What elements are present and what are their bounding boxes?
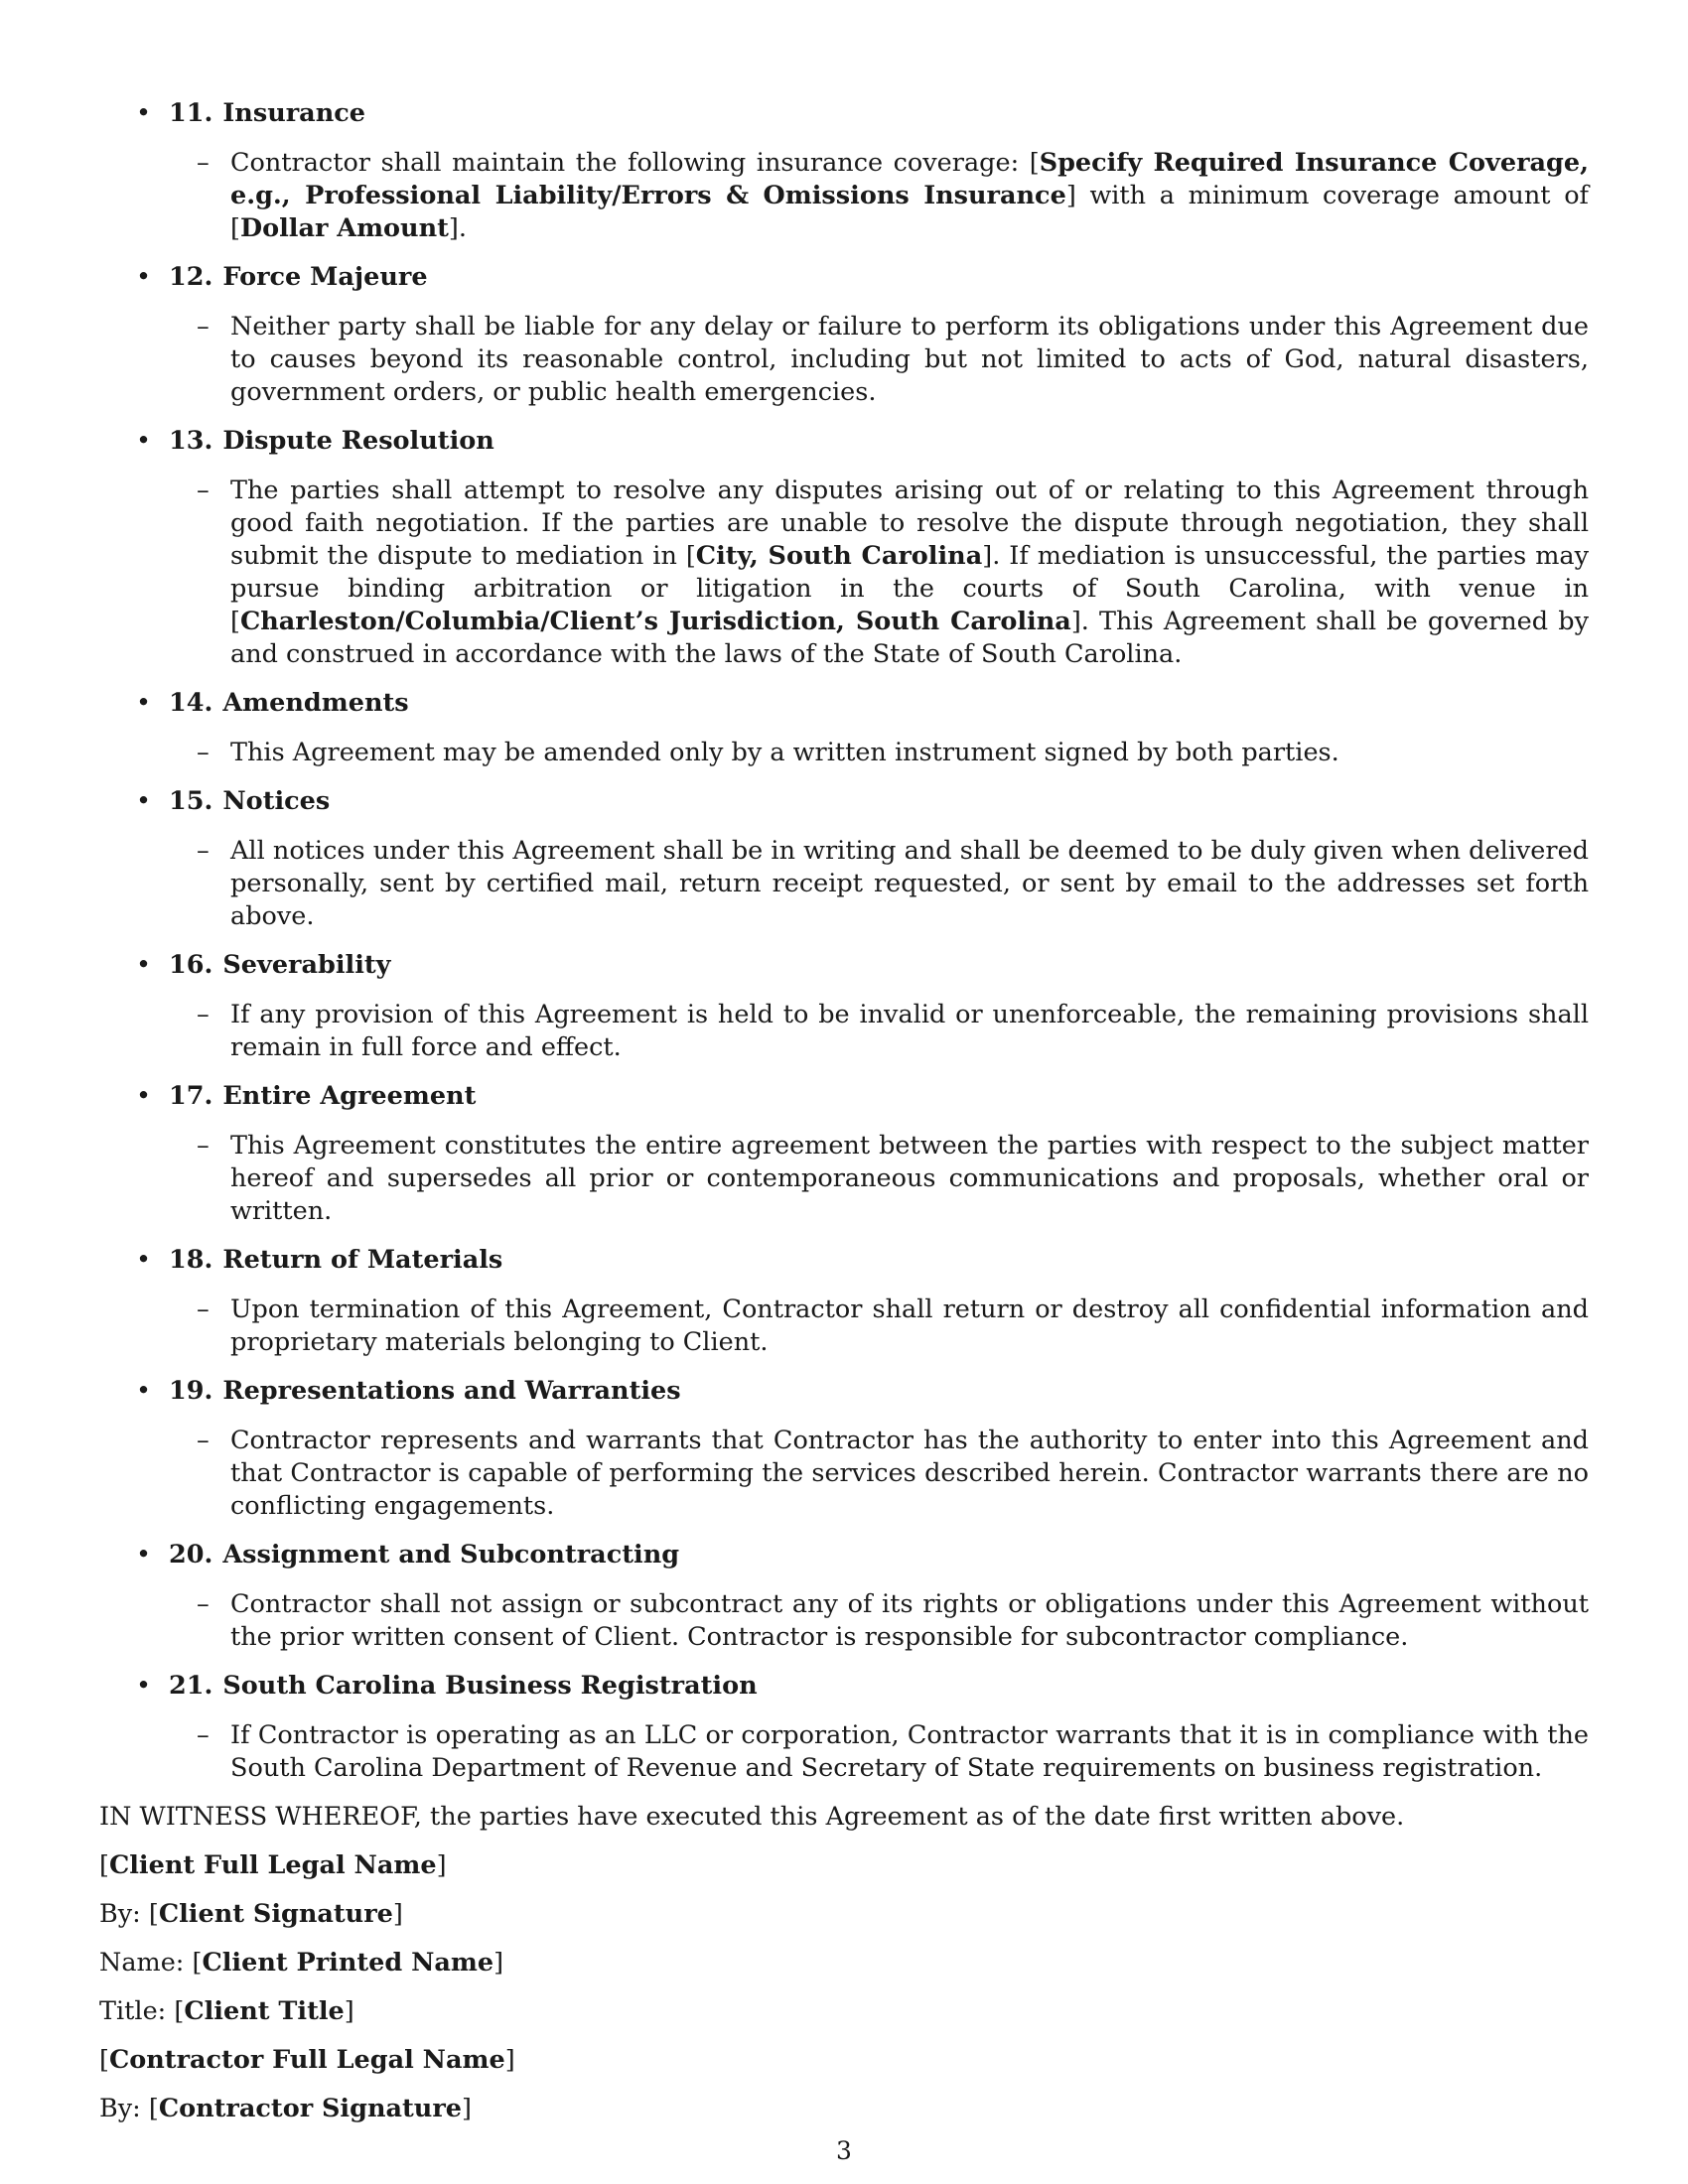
- clause-run: If any provision of this Agreement is held to be invalid or unenforceable, the remaining provisions shall remain in full force and effect.: [230, 1000, 1589, 1062]
- page-number: 3: [836, 2136, 852, 2165]
- section-title: Entire Agreement: [222, 1081, 477, 1111]
- section-title: Dispute Resolution: [222, 426, 494, 456]
- section-heading: [169, 785, 1589, 818]
- section-title: Notices: [222, 786, 331, 816]
- section-heading: [169, 1670, 1589, 1703]
- section-clause: [169, 1588, 1589, 1654]
- section-16: [99, 949, 1589, 1064]
- section-number: 19.: [169, 1376, 213, 1406]
- dash-icon: –: [197, 738, 210, 767]
- section-number: 15.: [169, 786, 213, 816]
- dash-icon: –: [197, 1589, 210, 1619]
- signature-block: [99, 1849, 1589, 2125]
- bullet-icon: •: [136, 262, 152, 292]
- clause-run: This Agreement may be amended only by a written instrument signed by both parties.: [230, 738, 1339, 767]
- section-clause: [169, 1130, 1589, 1228]
- witness-clause: IN WITNESS WHEREOF, the parties have executed this Agreement as of the date first written above.: [99, 1802, 1405, 1832]
- signature-placeholder: Contractor Signature: [158, 2094, 462, 2123]
- section-clause: [169, 475, 1589, 671]
- clause-text: [230, 738, 1339, 767]
- bullet-icon: •: [136, 1671, 152, 1701]
- signature-label: Name:: [99, 1948, 185, 1978]
- clause-text: [230, 312, 1589, 407]
- section-title: South Carolina Business Registration: [222, 1671, 758, 1701]
- section-11: [99, 97, 1589, 245]
- clause-run: Neither party shall be liable for any delay or failure to perform its obligations under this Agreement due to causes beyond its reasonable control, including but not limited to acts of God, natural disasters, government orders, or public health emergencies.: [230, 312, 1589, 407]
- section-title: Severability: [222, 950, 391, 980]
- section-number: 20.: [169, 1540, 213, 1570]
- clause-text: [230, 1295, 1589, 1357]
- section-clause: [169, 1719, 1589, 1785]
- placeholder-field: City, South Carolina: [695, 541, 983, 571]
- section-number: 18.: [169, 1245, 213, 1275]
- section-title: Return of Materials: [222, 1245, 503, 1275]
- dash-icon: –: [197, 476, 210, 505]
- placeholder-field: Charleston/Columbia/Client’s Jurisdiction, South Carolina: [239, 607, 1071, 636]
- section-clause: [169, 147, 1589, 245]
- section-number: 17.: [169, 1081, 213, 1111]
- section-heading: [169, 261, 1589, 294]
- clause-run: ] with a minimum coverage amount of [: [230, 181, 1589, 243]
- clause-run: ]. This Agreement shall be governed by and construed in accordance with the laws of the State of South Carolina.: [230, 607, 1589, 669]
- bullet-icon: •: [136, 1081, 152, 1111]
- clause-run: This Agreement constitutes the entire agreement between the parties with respect to the subject matter hereof and supersedes all prior or contemporaneous communications and proposals, whether oral or written.: [230, 1131, 1589, 1226]
- clause-text: [230, 1589, 1589, 1652]
- section-number: 14.: [169, 688, 213, 718]
- section-heading: [169, 97, 1589, 130]
- signature-placeholder: Client Printed Name: [202, 1948, 494, 1978]
- section-clause: [169, 737, 1589, 769]
- section-title: Insurance: [222, 98, 365, 128]
- dash-icon: –: [197, 1426, 210, 1455]
- bullet-icon: •: [136, 1376, 152, 1406]
- dash-icon: –: [197, 1720, 210, 1750]
- signature-line: [Client Full Legal Name]: [99, 1850, 447, 1880]
- bullet-icon: •: [136, 950, 152, 980]
- section-12: [99, 261, 1589, 409]
- clause-run: If Contractor is operating as an LLC or corporation, Contractor warrants that it is in compliance with the South Carolina Department of Revenue and Secretary of State requirements on business registration.: [230, 1720, 1589, 1783]
- section-heading: [169, 949, 1589, 982]
- bullet-icon: •: [136, 1245, 152, 1275]
- section-heading: [169, 1375, 1589, 1408]
- signature-line: Name: [Client Printed Name]: [99, 1948, 504, 1978]
- signature-placeholder: Contractor Full Legal Name: [108, 2045, 505, 2075]
- section-17: [99, 1080, 1589, 1228]
- signature-label: By:: [99, 1899, 141, 1929]
- signature-placeholder: Client Signature: [158, 1899, 393, 1929]
- section-clause: [169, 1294, 1589, 1359]
- clause-text: [230, 476, 1589, 669]
- signature-placeholder: Client Title: [184, 1996, 345, 2026]
- section-heading: [169, 1244, 1589, 1277]
- signature-label: By:: [99, 2094, 141, 2123]
- section-number: 12.: [169, 262, 213, 292]
- dash-icon: –: [197, 836, 210, 866]
- section-heading: [169, 425, 1589, 458]
- section-clause: [169, 835, 1589, 933]
- section-clause: [169, 999, 1589, 1064]
- dash-icon: –: [197, 1131, 210, 1160]
- dash-icon: –: [197, 1295, 210, 1324]
- section-number: 16.: [169, 950, 213, 980]
- bullet-icon: •: [136, 1540, 152, 1570]
- signature-line: Title: [Client Title]: [99, 1996, 354, 2026]
- section-number: 13.: [169, 426, 213, 456]
- section-clause: [169, 311, 1589, 409]
- document-page: [99, 97, 1589, 2141]
- placeholder-field: Specify Required Insurance Coverage, e.g., Professional Liability/Errors & Omissions Insurance: [230, 148, 1589, 210]
- clause-run: ].: [448, 213, 467, 243]
- bullet-icon: •: [136, 688, 152, 718]
- section-list: [99, 97, 1589, 1785]
- section-heading: [169, 1539, 1589, 1571]
- section-number: 11.: [169, 98, 213, 128]
- section-13: [99, 425, 1589, 671]
- clause-run: ]. If mediation is unsuccessful, the parties may pursue binding arbitration or litigation in the courts of South Carolina, with venue in [: [230, 541, 1589, 636]
- clause-run: Contractor shall not assign or subcontract any of its rights or obligations under this Agreement without the prior written consent of Client. Contractor is responsible for subcontractor compliance.: [230, 1589, 1589, 1652]
- section-title: Amendments: [222, 688, 409, 718]
- dash-icon: –: [197, 148, 210, 178]
- clause-run: Contractor represents and warrants that Contractor has the authority to enter into this Agreement and that Contractor is capable of performing the services described herein. Contractor warrants there are no conflicting engagements.: [230, 1426, 1589, 1521]
- clause-run: The parties shall attempt to resolve any disputes arising out of or relating to this Agreement through good faith negotiation. If the parties are unable to resolve the dispute through negotiation, they shall submit the dispute to mediation in [: [230, 476, 1589, 571]
- section-heading: [169, 687, 1589, 720]
- section-20: [99, 1539, 1589, 1654]
- section-heading: [169, 1080, 1589, 1113]
- clause-text: [230, 1000, 1589, 1062]
- dash-icon: –: [197, 1000, 210, 1029]
- clause-text: [230, 1131, 1589, 1226]
- signature-label: Title:: [99, 1996, 167, 2026]
- section-title: Representations and Warranties: [222, 1376, 681, 1406]
- clause-run: All notices under this Agreement shall be in writing and shall be deemed to be duly given when delivered personally, sent by certified mail, return receipt requested, or sent by email to the addresses set forth above.: [230, 836, 1589, 931]
- section-21: [99, 1670, 1589, 1785]
- clause-text: [230, 836, 1589, 931]
- dash-icon: –: [197, 312, 210, 341]
- signature-placeholder: Client Full Legal Name: [108, 1850, 437, 1880]
- bullet-icon: •: [136, 98, 152, 128]
- section-18: [99, 1244, 1589, 1359]
- clause-text: [230, 148, 1589, 243]
- bullet-icon: •: [136, 786, 152, 816]
- section-title: Assignment and Subcontracting: [222, 1540, 680, 1570]
- signature-line: By: [Contractor Signature]: [99, 2094, 472, 2123]
- section-14: [99, 687, 1589, 769]
- clause-run: Contractor shall maintain the following insurance coverage: [: [230, 148, 1040, 178]
- signature-line: By: [Client Signature]: [99, 1899, 403, 1929]
- section-clause: [169, 1425, 1589, 1523]
- section-number: 21.: [169, 1671, 213, 1701]
- section-19: [99, 1375, 1589, 1523]
- clause-run: Upon termination of this Agreement, Contractor shall return or destroy all confidential information and proprietary materials belonging to Client.: [230, 1295, 1589, 1357]
- clause-text: [230, 1720, 1589, 1783]
- bullet-icon: •: [136, 426, 152, 456]
- section-15: [99, 785, 1589, 933]
- signature-line: [Contractor Full Legal Name]: [99, 2045, 515, 2075]
- section-title: Force Majeure: [222, 262, 428, 292]
- placeholder-field: Dollar Amount: [239, 213, 449, 243]
- clause-text: [230, 1426, 1589, 1521]
